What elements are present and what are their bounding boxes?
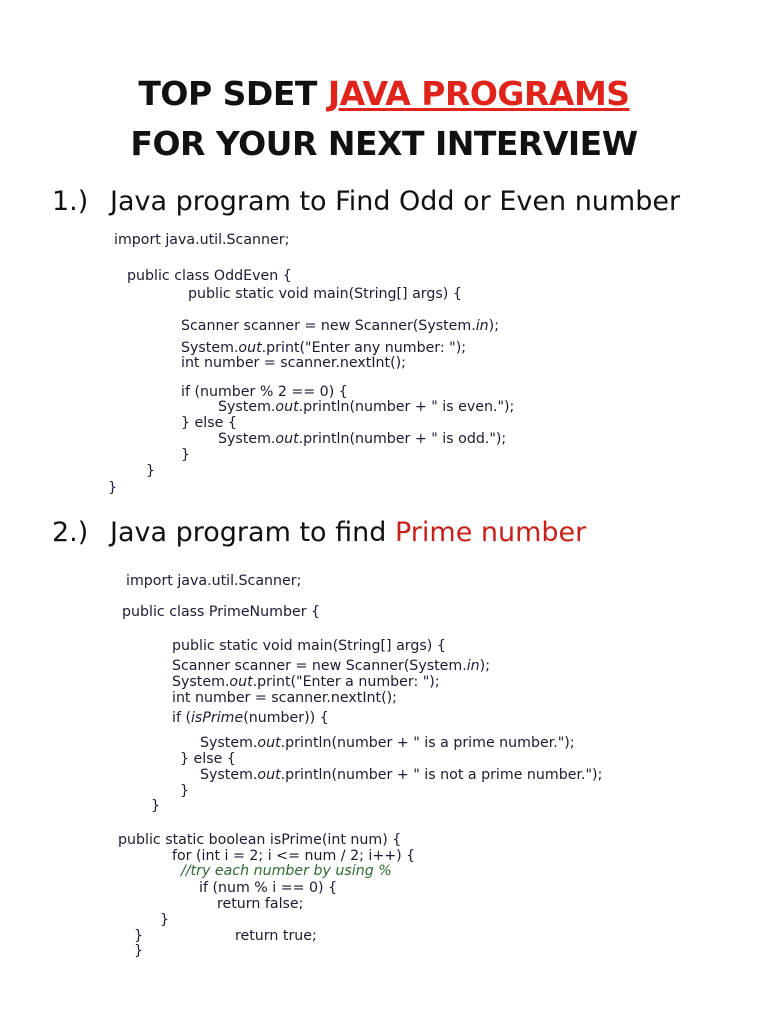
code-line-text: out <box>275 431 299 447</box>
code-line: for (int i = 2; i <= num / 2; i++) { <box>172 848 416 864</box>
code-line-text: in <box>466 658 480 674</box>
code-line <box>172 674 440 690</box>
code-line-text: System. <box>218 399 276 415</box>
code-line: } <box>160 912 170 928</box>
title-prefix: TOP SDET <box>138 74 328 113</box>
code-line-text: System. <box>200 767 258 783</box>
code-line: public class PrimeNumber { <box>122 604 321 620</box>
code-line: public static boolean isPrime(int num) { <box>118 832 402 848</box>
code-line: if (number % 2 == 0) { <box>181 384 348 400</box>
code-line <box>181 318 499 334</box>
code-line-text: ); <box>479 658 490 674</box>
code-line <box>200 767 602 783</box>
code-line: } <box>151 798 161 814</box>
code-line: public static void main(String[] args) { <box>172 638 446 654</box>
code-line-text: System. <box>181 340 239 356</box>
code-line <box>172 658 490 674</box>
code-line-text: System. <box>172 674 230 690</box>
section-1-heading <box>52 186 680 217</box>
code-line-text: .println(number + " is odd."); <box>298 431 507 447</box>
code-line: int number = scanner.nextInt(); <box>181 355 406 371</box>
code-line-text: .print("Enter a number: "); <box>252 674 440 690</box>
code-line-text: .print("Enter any number: "); <box>261 340 467 356</box>
code-line: if (num % i == 0) { <box>199 880 338 896</box>
code-line: import java.util.Scanner; <box>114 232 290 248</box>
page-title-line-1 <box>0 74 768 113</box>
code-line-text: .println(number + " is even."); <box>298 399 515 415</box>
code-line: } <box>108 480 118 496</box>
code-line: public class OddEven { <box>127 268 292 284</box>
code-line: import java.util.Scanner; <box>126 573 302 589</box>
code-line <box>181 863 392 879</box>
code-line: } else { <box>180 751 236 767</box>
code-line: } <box>134 943 144 959</box>
code-line-text: ); <box>488 318 499 334</box>
section-1-title: Java program to Find Odd or Even number <box>110 186 681 217</box>
code-line-text: System. <box>200 735 258 751</box>
code-line: } else { <box>181 415 237 431</box>
section-2-heading <box>52 517 586 548</box>
code-line <box>181 340 466 356</box>
code-comment: //try each number by using % <box>181 863 392 879</box>
code-line-text: Scanner scanner = new Scanner(System. <box>181 318 476 334</box>
code-line <box>218 399 514 415</box>
code-line-text: Scanner scanner = new Scanner(System. <box>172 658 467 674</box>
code-line: int number = scanner.nextInt(); <box>172 690 397 706</box>
code-line: public static void main(String[] args) { <box>188 286 462 302</box>
code-line-text: out <box>257 735 281 751</box>
code-line-text: System. <box>218 431 276 447</box>
code-line <box>200 735 575 751</box>
section-2-title: Java program to find <box>110 517 395 548</box>
code-line-text: in <box>475 318 489 334</box>
code-line-text: out <box>238 340 262 356</box>
code-line-text: isPrime <box>190 710 244 726</box>
code-line-text: if ( <box>172 710 191 726</box>
code-line: } <box>134 928 144 944</box>
page-title-line-2: FOR YOUR NEXT INTERVIEW <box>130 124 638 163</box>
code-line <box>218 431 506 447</box>
code-line-text: (number)) { <box>243 710 329 726</box>
section-2-number: 2.) <box>52 517 89 548</box>
code-line-text: out <box>275 399 299 415</box>
code-line: } <box>181 447 191 463</box>
code-line: } <box>180 783 190 799</box>
section-2-highlight: Prime number <box>394 517 587 548</box>
code-line: return true; <box>235 928 317 944</box>
section-1-number: 1.) <box>52 186 89 217</box>
code-line: } <box>146 463 156 479</box>
title-accent: JAVA PROGRAMS <box>327 74 630 113</box>
code-line: return false; <box>217 896 304 912</box>
code-line-text: out <box>257 767 281 783</box>
code-line-text: .println(number + " is a prime number."); <box>280 735 575 751</box>
code-line-text: out <box>229 674 253 690</box>
code-line <box>172 710 329 726</box>
code-line-text: .println(number + " is not a prime number."); <box>280 767 603 783</box>
